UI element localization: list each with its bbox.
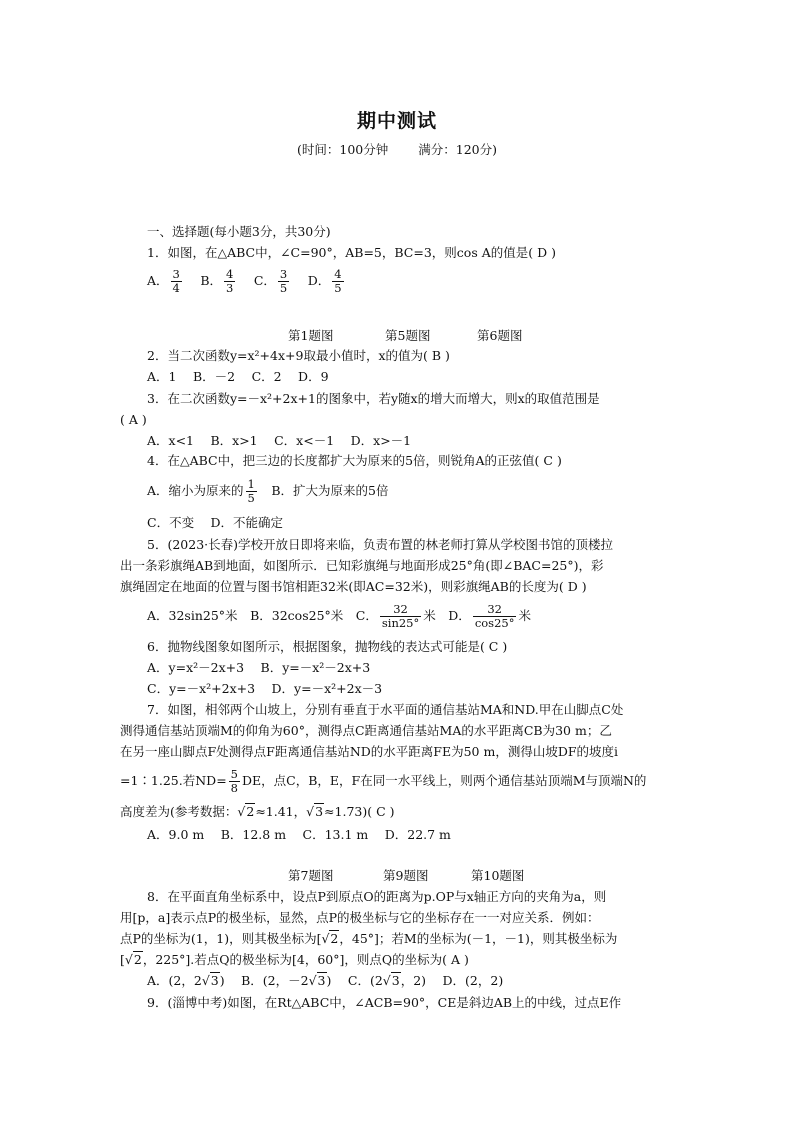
sqrt-symbol: √3 (382, 973, 400, 988)
section-heading: 一、选择题(每小题3分，共30分) (147, 224, 331, 239)
question-5-line-3: 旗绳固定在地面的位置与图书馆相距32米(即AC=32米)，则彩旗绳AB的长度为( D ) (120, 579, 587, 594)
exam-info (0, 140, 794, 158)
question-9-line-1: 9．(淄博中考)如图，在Rt△ABC中，∠ACB=90°，CE是斜边AB上的中线，过点E作 (147, 995, 622, 1010)
figure-caption-9: 第9题图 (383, 868, 429, 883)
time-limit: (时间：100分钟 (297, 142, 389, 157)
q5-option-c-fraction: $\frac{32}{\sin 25^\circ}$ (381, 602, 420, 630)
sqrt-symbol: √2 (321, 931, 339, 946)
question-7-line-3: 在另一座山脚点F处测得点F距离通信基站ND的水平距离FE为50 m，测得山坡DF的坡度i (120, 744, 619, 759)
question-7-line-2: 测得通信基站顶端M的仰角为60°，测得点C距离通信基站MA的水平距离CB为30 m；乙 (120, 723, 612, 738)
sqrt-symbol: √2 (124, 952, 142, 967)
question-7-line-5: 高度差为(参考数据：√2≈1.41，√3≈1.73)( C ) (120, 804, 395, 819)
question-2-stem: 2．当二次函数y=x²+4x+9取最小值时，x的值为( B ) (147, 348, 450, 363)
question-8-options: A．(2，2√3) B．(2，－2√3) C．(2√3，2) D．(2，2) (147, 973, 504, 988)
full-score: 满分：120分) (418, 142, 497, 157)
question-8-line-2: 用[p，a]表示点P的极坐标，显然，点P的极坐标与它的坐标存在一一对应关系．例如： (120, 910, 600, 925)
question-8-line-3: 点P的坐标为(1，1)，则其极坐标为[√2，45°]；若M的坐标为(－1，－1)，则其极坐标为 (120, 931, 618, 946)
sqrt-symbol: √3 (308, 973, 326, 988)
figure-caption-6: 第6题图 (477, 328, 523, 343)
q4-option-a-fraction: $\frac{1}{5}$ (247, 477, 255, 505)
question-3-answer: ( A ) (120, 412, 147, 427)
q1-option-a-fraction: $\frac{3}{4}$ (172, 267, 180, 295)
question-3-stem: 3．在二次函数y=－x²+2x+1的图象中，若y随x的增大而增大，则x的取值范围是 (147, 391, 600, 406)
figure-caption-5: 第5题图 (385, 328, 431, 343)
figure-caption-10: 第10题图 (471, 868, 525, 883)
q1-option-b-fraction: $\frac{4}{3}$ (226, 267, 234, 295)
question-4-options-cd: C．不变 D．不能确定 (147, 515, 284, 530)
question-5-options: A．32sin25°米 B．32cos25°米 C． $\frac{32}{\sin 25^\circ}$ 米 D． $\frac{32}{\cos 25^\circ}$ 米 (147, 602, 531, 630)
q7-ratio-fraction: $\frac{5}{8}$ (230, 767, 238, 795)
question-1-stem: 1．如图，在△ABC中，∠C=90°，AB=5，BC=3，则cos A的值是( D ) (147, 245, 556, 260)
question-7-line-1: 7．如图，相邻两个山坡上，分别有垂直于水平面的通信基站MA和ND.甲在山脚点C处 (147, 702, 624, 717)
figure-caption-7: 第7题图 (288, 868, 334, 883)
q1-option-c-fraction: $\frac{3}{5}$ (279, 267, 288, 295)
page-title: 期中测试 (356, 110, 437, 132)
question-1-options: A． $\frac{3}{4}$ B． $\frac{4}{3}$ C． $\frac{3}{5}$ D． $\frac{4}{5}$ (147, 267, 342, 295)
question-8-line-4: [√2，225°].若点Q的极坐标为[4，60°]，则点Q的坐标为( A ) (120, 952, 469, 967)
question-4-stem: 4．在△ABC中，把三边的长度都扩大为原来的5倍，则锐角A的正弦值( C ) (147, 453, 562, 468)
q5-option-d-fraction: $\frac{32}{\cos 25^\circ}$ (474, 602, 515, 630)
question-7-line-4: =1∶1.25.若ND= $\frac{5}{8}$ DE，点C，B，E，F在同一水平线上，则两个通信基站顶端M与顶端N的 (120, 767, 647, 795)
question-2-options: A．1 B．－2 C．2 D．9 (147, 369, 329, 384)
question-8-line-1: 8．在平面直角坐标系中，设点P到原点O的距离为p.OP与x轴正方向的夹角为a，则 (147, 889, 607, 904)
figure-caption-1: 第1题图 (288, 328, 334, 343)
question-5-line-1: 5．(2023·长春)学校开放日即将来临，负责布置的林老师打算从学校图书馆的顶楼拉 (147, 537, 613, 552)
question-5-line-2: 出一条彩旗绳AB到地面，如图所示．已知彩旗绳与地面形成25°角(即∠BAC=25°)，彩 (120, 558, 604, 573)
question-6-stem: 6．抛物线图象如图所示，根据图象，抛物线的表达式可能是( C ) (147, 639, 508, 654)
question-3-options: A．x<1 B．x>1 C．x<－1 D．x>－1 (147, 433, 412, 448)
question-6-options-ab: A．y=x²－2x+3 B．y=－x²－2x+3 (147, 660, 371, 675)
question-7-options: A．9.0 m B．12.8 m C．13.1 m D．22.7 m (147, 827, 451, 842)
sqrt-symbol: √3 (306, 804, 324, 819)
sqrt-symbol: √3 (201, 973, 219, 988)
q1-option-d-fraction: $\frac{4}{5}$ (334, 267, 342, 295)
question-4-options-ab: A．缩小为原来的 $\frac{1}{5}$ B．扩大为原来的5倍 (147, 477, 389, 505)
sqrt-symbol: √2 (237, 804, 255, 819)
question-6-options-cd: C．y=－x²+2x+3 D．y=－x²+2x－3 (147, 681, 383, 696)
